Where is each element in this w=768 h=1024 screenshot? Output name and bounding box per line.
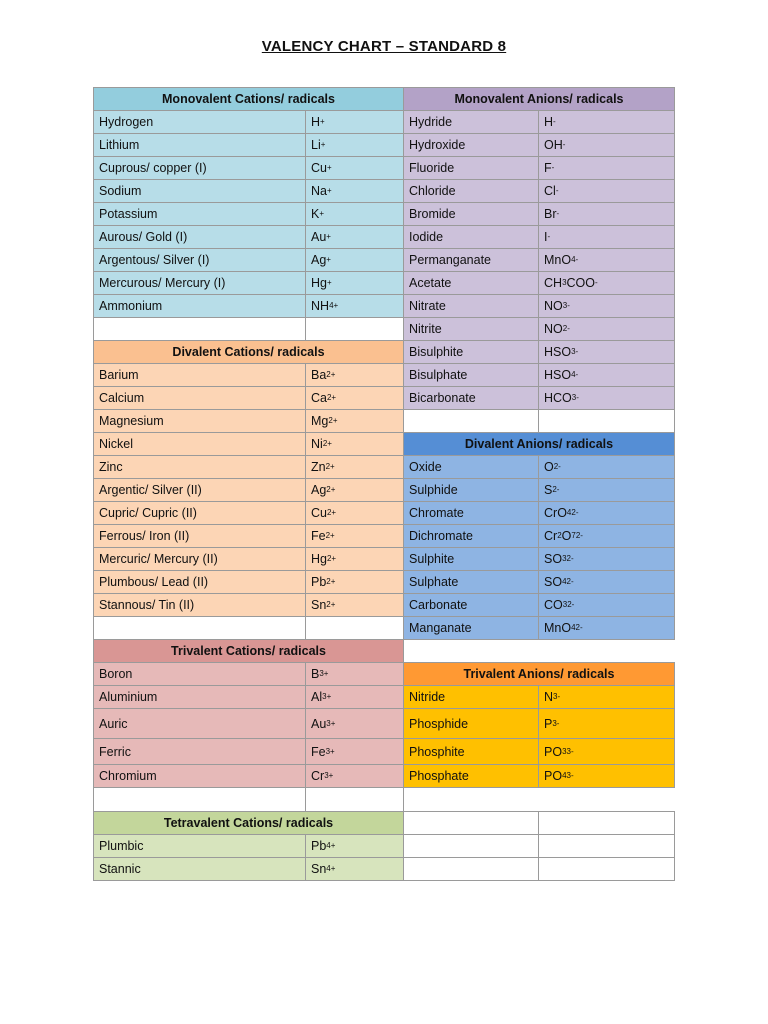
empty-cell	[305, 317, 404, 341]
radical-formula: HCO 3 -	[538, 386, 675, 410]
radical-name: Cupric/ Cupric (II)	[93, 501, 306, 525]
radical-formula: Sn 4+	[305, 857, 404, 881]
radical-formula: Li +	[305, 133, 404, 157]
radical-name: Carbonate	[403, 593, 539, 617]
section-header: Trivalent Anions/ radicals	[403, 662, 675, 686]
section-header: Tetravalent Cations/ radicals	[93, 811, 404, 835]
formula-symbol: S	[544, 483, 553, 497]
radical-name: Chloride	[403, 179, 539, 203]
radical-name: Nitrite	[403, 317, 539, 341]
radical-name: Sulphide	[403, 478, 539, 502]
radical-formula: Cu +	[305, 156, 404, 180]
radical-name: Hydrogen	[93, 110, 306, 134]
radical-name: Ferric	[93, 738, 306, 765]
formula-symbol: Pb	[311, 575, 327, 589]
empty-cell	[93, 616, 306, 640]
radical-name: Sulphate	[403, 570, 539, 594]
formula-symbol: N	[544, 690, 554, 704]
empty-cell	[538, 409, 675, 433]
radical-formula: B 3+	[305, 662, 404, 686]
formula-symbol: CrO	[544, 506, 567, 520]
radical-formula: F -	[538, 156, 675, 180]
radical-formula: SO 4 2-	[538, 570, 675, 594]
radical-formula: P 3-	[538, 708, 675, 739]
formula-symbol: OH	[544, 138, 563, 152]
radical-formula: PO 4 3-	[538, 764, 675, 788]
section-header: Divalent Anions/ radicals	[403, 432, 675, 456]
formula-symbol: NO	[544, 322, 563, 336]
radical-name: Zinc	[93, 455, 306, 479]
radical-name: Dichromate	[403, 524, 539, 548]
formula-symbol: Br	[544, 207, 557, 221]
formula-symbol: CO	[544, 598, 563, 612]
radical-name: Barium	[93, 363, 306, 387]
section-header: Divalent Cations/ radicals	[93, 340, 404, 364]
radical-name: Iodide	[403, 225, 539, 249]
section-header: Monovalent Cations/ radicals	[93, 87, 404, 111]
radical-formula: H +	[305, 110, 404, 134]
radical-name: Phosphide	[403, 708, 539, 739]
formula-symbol: H	[311, 115, 321, 129]
radical-name: Nickel	[93, 432, 306, 456]
radical-name: Manganate	[403, 616, 539, 640]
radical-name: Bisulphite	[403, 340, 539, 364]
radical-name: Ammonium	[93, 294, 306, 318]
formula-symbol: Li	[311, 138, 321, 152]
formula-symbol: SO	[544, 552, 563, 566]
radical-formula: Ni 2+	[305, 432, 404, 456]
radical-formula: CH 3 COO -	[538, 271, 675, 295]
radical-formula: MnO 4 2-	[538, 616, 675, 640]
formula-symbol: Pb	[311, 839, 327, 853]
formula-symbol: Sn	[311, 862, 327, 876]
radical-formula: Cr 3+	[305, 764, 404, 788]
radical-formula: Br -	[538, 202, 675, 226]
formula-symbol: PO	[544, 744, 563, 759]
radical-formula: Fe 2+	[305, 524, 404, 548]
empty-cell	[538, 857, 675, 881]
radical-name: Cuprous/ copper (I)	[93, 156, 306, 180]
radical-name: Nitrate	[403, 294, 539, 318]
radical-name: Permanganate	[403, 248, 539, 272]
radical-formula: CO 3 2-	[538, 593, 675, 617]
radical-formula: Ba 2+	[305, 363, 404, 387]
formula-symbol: HSO	[544, 368, 572, 382]
empty-cell	[93, 787, 306, 812]
radical-formula: Ag +	[305, 248, 404, 272]
radical-formula: OH -	[538, 133, 675, 157]
radical-formula: Al 3+	[305, 685, 404, 709]
section-header: Monovalent Anions/ radicals	[403, 87, 675, 111]
radical-formula: HSO 3 -	[538, 340, 675, 364]
empty-cell	[403, 857, 539, 881]
formula-symbol: Fe	[311, 529, 326, 543]
formula-symbol: Zn	[311, 460, 326, 474]
radical-formula: O 2-	[538, 455, 675, 479]
radical-formula: H -	[538, 110, 675, 134]
formula-symbol: Hg	[311, 552, 327, 566]
section-header: Trivalent Cations/ radicals	[93, 639, 404, 663]
formula-symbol: NO	[544, 299, 563, 313]
radical-formula: SO 3 2-	[538, 547, 675, 571]
radical-formula: Ag 2+	[305, 478, 404, 502]
radical-formula: Hg +	[305, 271, 404, 295]
radical-formula: Pb 4+	[305, 834, 404, 858]
radical-formula: Cl -	[538, 179, 675, 203]
formula-symbol: Cu	[311, 161, 327, 175]
radical-formula: K +	[305, 202, 404, 226]
formula-symbol: NH	[311, 299, 330, 313]
radical-formula: Zn 2+	[305, 455, 404, 479]
radical-formula: Cu 2+	[305, 501, 404, 525]
formula-symbol: Ba	[311, 368, 327, 382]
radical-name: Bromide	[403, 202, 539, 226]
radical-formula: Ca 2+	[305, 386, 404, 410]
radical-formula: Sn 2+	[305, 593, 404, 617]
formula-symbol: H	[544, 115, 554, 129]
radical-name: Plumbic	[93, 834, 306, 858]
radical-name: Nitride	[403, 685, 539, 709]
formula-symbol: Ni	[311, 437, 323, 451]
radical-formula: MnO 4 -	[538, 248, 675, 272]
formula-symbol: Ag	[311, 253, 327, 267]
formula-symbol: B	[311, 667, 320, 681]
radical-name: Argentic/ Silver (II)	[93, 478, 306, 502]
formula-symbol: Ag	[311, 483, 327, 497]
radical-name: Boron	[93, 662, 306, 686]
radical-name: Chromium	[93, 764, 306, 788]
radical-formula: Pb 2+	[305, 570, 404, 594]
radical-formula: Cr 2 O 7 2-	[538, 524, 675, 548]
formula-symbol: O	[561, 529, 572, 543]
formula-symbol: COO	[566, 276, 595, 290]
formula-symbol: Mg	[311, 414, 329, 428]
radical-name: Chromate	[403, 501, 539, 525]
radical-name: Ferrous/ Iron (II)	[93, 524, 306, 548]
radical-name: Calcium	[93, 386, 306, 410]
radical-formula: N 3-	[538, 685, 675, 709]
formula-symbol: MnO	[544, 621, 572, 635]
formula-symbol: Ca	[311, 391, 327, 405]
radical-formula: Hg 2+	[305, 547, 404, 571]
radical-name: Sulphite	[403, 547, 539, 571]
radical-name: Phosphate	[403, 764, 539, 788]
empty-cell	[403, 811, 539, 835]
empty-cell	[93, 317, 306, 341]
radical-formula: I -	[538, 225, 675, 249]
radical-formula: NO 2 -	[538, 317, 675, 341]
formula-symbol: Cu	[311, 506, 327, 520]
empty-cell	[403, 409, 539, 433]
formula-symbol: F	[544, 161, 552, 175]
radical-formula: HSO 4 -	[538, 363, 675, 387]
empty-cell	[538, 834, 675, 858]
radical-formula: Au +	[305, 225, 404, 249]
empty-cell	[305, 787, 404, 812]
radical-name: Hydroxide	[403, 133, 539, 157]
formula-symbol: P	[544, 716, 553, 731]
formula-symbol: HSO	[544, 345, 572, 359]
formula-symbol: MnO	[544, 253, 572, 267]
radical-name: Bisulphate	[403, 363, 539, 387]
formula-symbol: HCO	[544, 391, 572, 405]
page-title: VALENCY CHART – STANDARD 8	[261, 38, 507, 55]
radical-formula: Mg 2+	[305, 409, 404, 433]
radical-formula: Na +	[305, 179, 404, 203]
radical-name: Acetate	[403, 271, 539, 295]
radical-name: Plumbous/ Lead (II)	[93, 570, 306, 594]
formula-symbol: I	[544, 230, 548, 244]
radical-name: Phosphite	[403, 738, 539, 765]
formula-symbol: K	[311, 207, 320, 221]
formula-symbol: PO	[544, 769, 563, 783]
empty-cell	[403, 834, 539, 858]
radical-name: Argentous/ Silver (I)	[93, 248, 306, 272]
formula-symbol: Cl	[544, 184, 556, 198]
radical-formula: S 2-	[538, 478, 675, 502]
formula-symbol: SO	[544, 575, 563, 589]
radical-formula: NH 4 +	[305, 294, 404, 318]
empty-cell	[538, 811, 675, 835]
formula-symbol: Na	[311, 184, 327, 198]
radical-name: Oxide	[403, 455, 539, 479]
radical-name: Sodium	[93, 179, 306, 203]
radical-formula: CrO 4 2-	[538, 501, 675, 525]
radical-name: Fluoride	[403, 156, 539, 180]
radical-name: Mercurous/ Mercury (I)	[93, 271, 306, 295]
formula-symbol: Au	[311, 716, 327, 731]
formula-symbol: Hg	[311, 276, 327, 290]
radical-name: Aurous/ Gold (I)	[93, 225, 306, 249]
radical-name: Mercuric/ Mercury (II)	[93, 547, 306, 571]
radical-formula: NO 3 -	[538, 294, 675, 318]
formula-symbol: Fe	[311, 744, 326, 759]
formula-symbol: O	[544, 460, 554, 474]
formula-symbol: CH	[544, 276, 563, 290]
radical-name: Bicarbonate	[403, 386, 539, 410]
formula-symbol: Sn	[311, 598, 327, 612]
radical-name: Potassium	[93, 202, 306, 226]
radical-formula: Au 3+	[305, 708, 404, 739]
radical-formula: PO 3 3-	[538, 738, 675, 765]
radical-name: Lithium	[93, 133, 306, 157]
empty-cell	[305, 616, 404, 640]
formula-symbol: Cr	[311, 769, 325, 783]
radical-name: Magnesium	[93, 409, 306, 433]
radical-name: Hydride	[403, 110, 539, 134]
formula-symbol: Au	[311, 230, 327, 244]
radical-formula: Fe 3+	[305, 738, 404, 765]
radical-name: Stannous/ Tin (II)	[93, 593, 306, 617]
radical-name: Stannic	[93, 857, 306, 881]
formula-symbol: Cr	[544, 529, 558, 543]
radical-name: Aluminium	[93, 685, 306, 709]
formula-symbol: Al	[311, 690, 323, 704]
radical-name: Auric	[93, 708, 306, 739]
